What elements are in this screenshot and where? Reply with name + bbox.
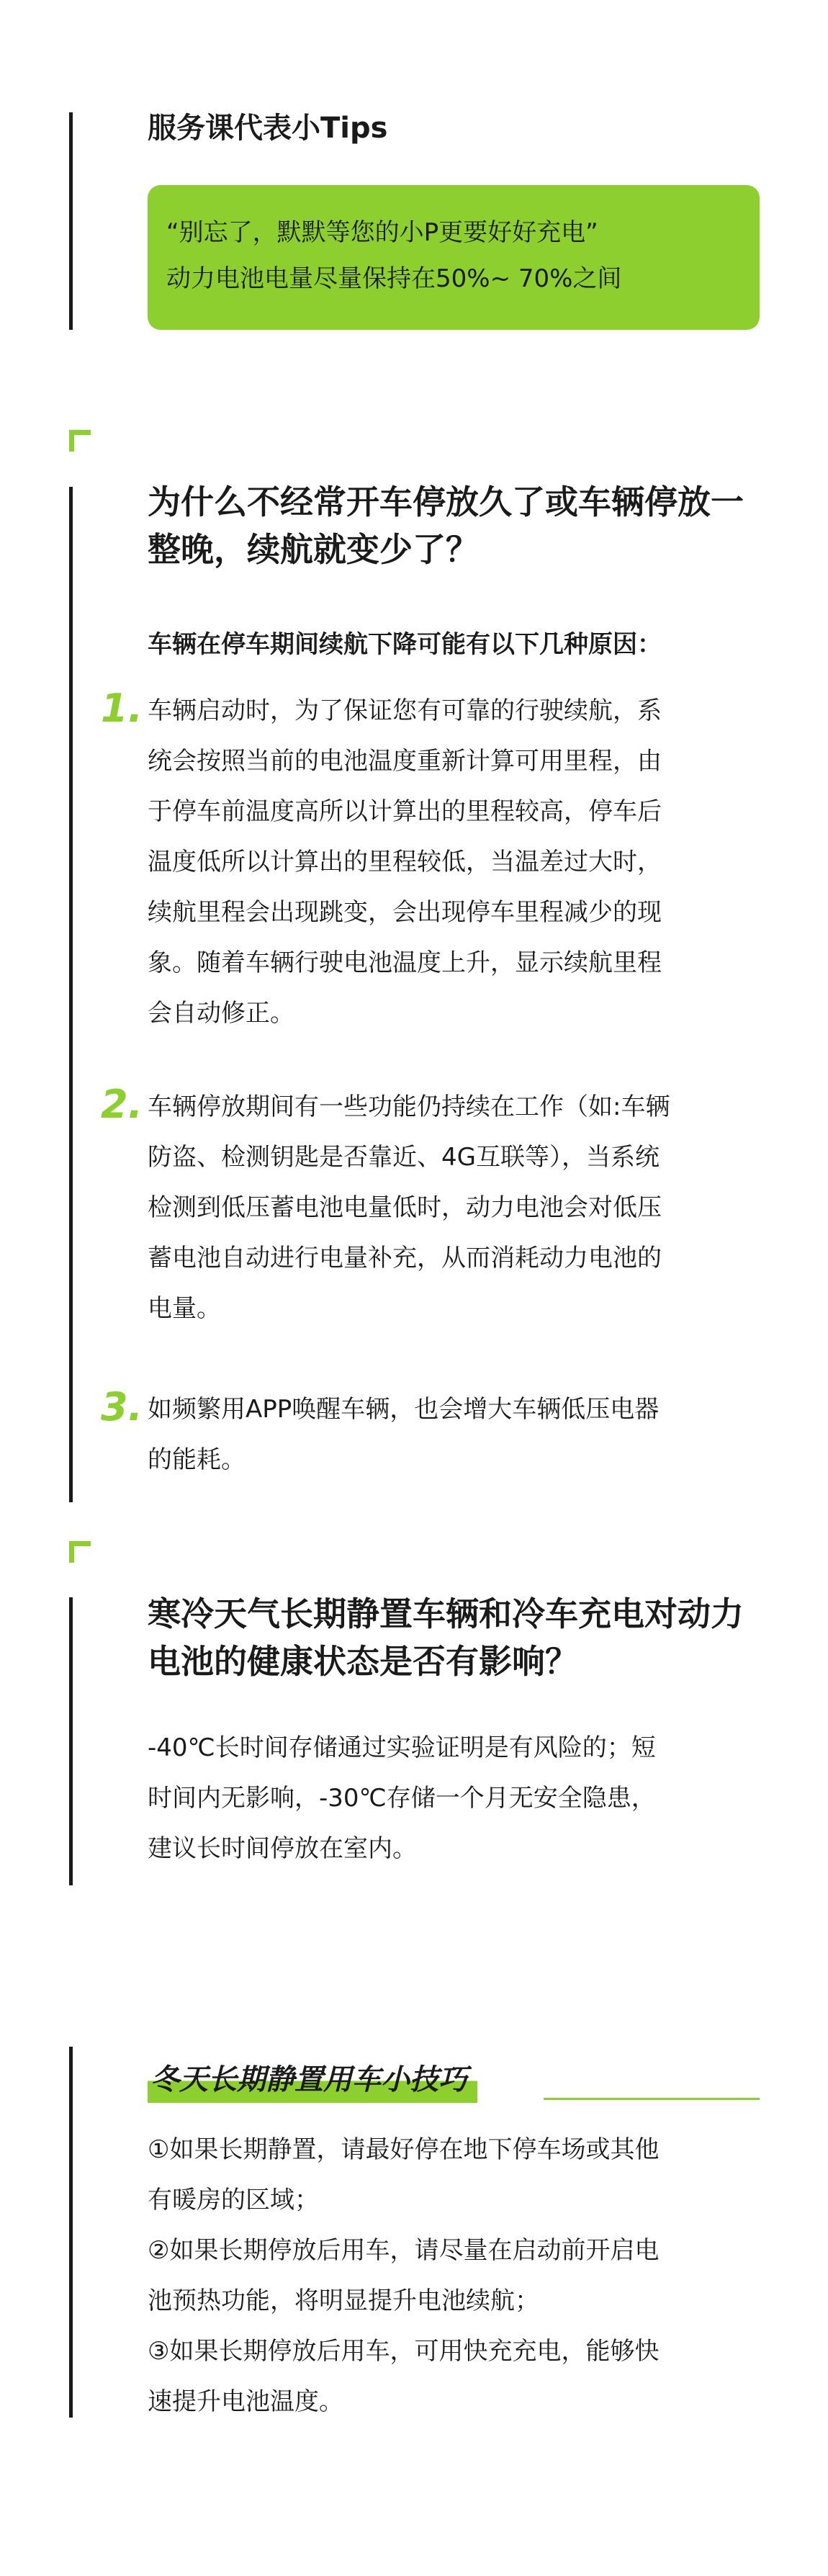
winter-tips-title: 冬天长期静置用车小技巧 bbox=[148, 2057, 477, 2103]
item-2-line: 蓄电池自动进行电量补充，从而消耗动力电池的 bbox=[148, 1244, 662, 1273]
section-bar-3 bbox=[69, 2047, 73, 2418]
winter-tip-line: ②如果长期停放后用车，请尽量在启动前开启电 bbox=[148, 2236, 660, 2265]
winter-tip-line: ①如果长期静置，请最好停在地下停车场或其他 bbox=[148, 2135, 660, 2164]
item-1-line: 温度低所以计算出的里程较低，当温差过大时， bbox=[148, 848, 662, 876]
item-1-line: 会自动修正。 bbox=[148, 999, 294, 1028]
tips-line-2: 动力电池电量尽量保持在50%~ 70%之间 bbox=[166, 264, 622, 293]
section2-line: 建议长时间停放在室内。 bbox=[148, 1834, 417, 1863]
winter-tip-line: 速提升电池温度。 bbox=[148, 2387, 343, 2416]
item-2-line: 检测到低压蓄电池电量低时，动力电池会对低压 bbox=[148, 1193, 662, 1222]
reason-item-2 bbox=[101, 1082, 760, 1334]
section1-intro: 车辆在停车期间续航下降可能有以下几种原因： bbox=[148, 630, 662, 659]
item-1-line: 车辆启动时，为了保证您有可靠的行驶续航，系 bbox=[148, 696, 662, 725]
winter-tip-line: 有暖房的区域； bbox=[148, 2186, 319, 2214]
item-1-line: 象。随着车辆行驶电池温度上升，显示续航里程 bbox=[148, 948, 662, 977]
section2-body bbox=[148, 1723, 760, 1874]
item-2-line: 车辆停放期间有一些功能仍持续在工作（如:车辆 bbox=[148, 1092, 670, 1121]
reason-item-3 bbox=[101, 1384, 760, 1485]
tips-highlight-box bbox=[148, 185, 760, 330]
section-bar-2 bbox=[69, 1597, 73, 1885]
section2-title: 寒冷天气长期静置车辆和冷车充电对动力 电池的健康状态是否有影响？ bbox=[148, 1594, 744, 1681]
corner-bracket-icon bbox=[69, 430, 91, 452]
section-bar-tips bbox=[69, 112, 73, 330]
item-number-1: 1. bbox=[101, 686, 143, 731]
item-1-line: 续航里程会出现跳变，会出现停车里程减少的现 bbox=[148, 898, 662, 927]
winter-tips-underline bbox=[544, 2098, 760, 2100]
corner-bracket-icon bbox=[69, 1541, 91, 1563]
reason-item-1 bbox=[101, 686, 760, 1038]
item-1-line: 统会按照当前的电池温度重新计算可用里程，由 bbox=[148, 747, 662, 776]
item-3-line: 如频繁用APP唤醒车辆，也会增大车辆低压电器 bbox=[148, 1395, 660, 1424]
section2-line: 时间内无影响，-30℃存储一个月无安全隐患， bbox=[148, 1784, 656, 1813]
item-2-line: 电量。 bbox=[148, 1294, 221, 1323]
item-number-3: 3. bbox=[101, 1384, 143, 1430]
section-bar-1 bbox=[69, 487, 73, 1502]
item-1-line: 于停车前温度高所以计算出的里程较高，停车后 bbox=[148, 797, 662, 826]
winter-tips-header bbox=[148, 2057, 760, 2103]
item-number-2: 2. bbox=[101, 1082, 143, 1127]
section2-line: -40℃长时间存储通过实验证明是有风险的；短 bbox=[148, 1733, 656, 1762]
item-3-line: 的能耗。 bbox=[148, 1445, 246, 1474]
winter-tips-body bbox=[148, 2124, 760, 2427]
section1-title: 为什么不经常开车停放久了或车辆停放一 整晚，续航就变少了？ bbox=[148, 483, 744, 569]
item-2-line: 防盗、检测钥匙是否靠近、4G互联等），当系统 bbox=[148, 1143, 660, 1172]
winter-tip-line: 池预热功能，将明显提升电池续航； bbox=[148, 2286, 539, 2315]
tips-line-1: “别忘了，默默等您的小P更要好好充电” bbox=[166, 218, 598, 247]
winter-tip-line: ③如果长期停放后用车，可用快充充电，能够快 bbox=[148, 2337, 660, 2366]
tips-title: 服务课代表小Tips bbox=[148, 112, 388, 145]
